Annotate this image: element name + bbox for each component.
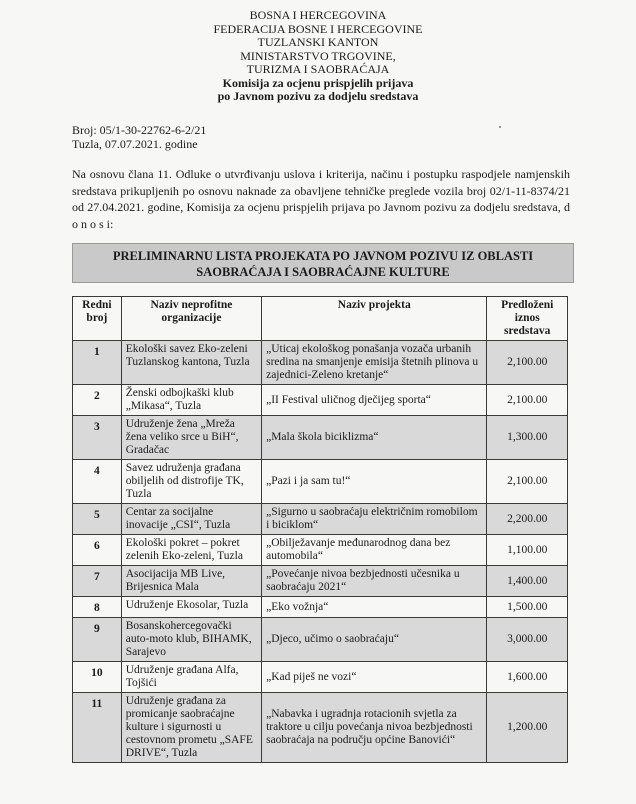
cell-num: 6	[73, 535, 122, 566]
cell-org: Udruženje građana za promicanje saobraćajne kulture i sigurnosti u cestovnom prometu „SAFE DRIVE“, Tuzla	[121, 693, 261, 763]
list-title-banner	[72, 243, 574, 283]
cell-org: Udruženje Ekosolar, Tuzla	[121, 597, 261, 618]
cell-proj: „Eko vožnja“	[262, 597, 487, 618]
table-row	[73, 385, 568, 416]
header-line-4: MINISTARSTVO TRGOVINE,	[240, 48, 396, 63]
intro-paragraph: Na osnovu člana 11. Odluke o utvrđivanju uslova i kriterija, načinu i postupku raspodjele namjenskih sredstava prikupljenih po osnovu naknade za obavljene tehničke preglede vozila broj 02/1-11-8374/21 od 27.04.2021. godine, Komisija za ocjenu prispjelih prijava po Javnom pozivu za dodjelu sredstava, d o n o s i:	[72, 167, 570, 231]
document-header	[0, 9, 636, 104]
cell-org: Ženski odbojkaški klub „Mikasa“, Tuzla	[121, 385, 261, 416]
table-row	[73, 416, 568, 460]
cell-amt: 2,100.00	[487, 460, 568, 504]
header-line-1: BOSNA I HERCEGOVINA	[249, 8, 387, 22]
cell-proj: „Sigurno u saobraćaju električnim romobilom i biciklom“	[262, 504, 487, 535]
cell-org: Ekološki savez Eko-zeleni Tuzlanskog kantona, Tuzla	[121, 341, 261, 385]
cell-proj: „Obilježavanje međunarodnog dana bez automobila“	[262, 535, 487, 566]
cell-amt: 2,200.00	[487, 504, 568, 535]
cell-proj: „Povećanje nivoa bezbjednosti učesnika u saobraćaju 2021“	[262, 566, 487, 597]
banner-line-2: SAOBRAĆAJA I SAOBRAĆAJNE KULTURE	[196, 265, 450, 279]
cell-org: Udruženje građana Alfa, Tojšići	[121, 662, 261, 693]
cell-proj: „II Festival uličnog dječijeg sporta“	[262, 385, 487, 416]
cell-proj: „Pazi i ja sam tu!“	[262, 460, 487, 504]
cell-org: Ekološki pokret – pokret zelenih Eko-zeleni, Tuzla	[121, 535, 261, 566]
header-num: Redni broj	[73, 297, 122, 341]
cell-num: 8	[73, 597, 122, 618]
cell-proj: „Djeco, učimo o saobraćaju“	[262, 618, 487, 662]
header-amt: Predloženi iznos sredstava	[487, 297, 568, 341]
table-row	[73, 535, 568, 566]
cell-num: 11	[73, 693, 122, 763]
cell-amt: 1,200.00	[487, 693, 568, 763]
cell-org: Udruženje žena „Mreža žena veliko srce u BiH“, Gradačac	[121, 416, 261, 460]
cell-num: 2	[73, 385, 122, 416]
reference-place-date: Tuzla, 07.07.2021. godine	[72, 137, 198, 151]
cell-org: Centar za socijalne inovacije „CSI“, Tuzla	[121, 504, 261, 535]
cell-amt: 2,100.00	[487, 341, 568, 385]
cell-num: 4	[73, 460, 122, 504]
cell-amt: 2,100.00	[487, 385, 568, 416]
cell-proj: „Nabavka i ugradnja rotacionih svjetla za traktore u cilju povećanja nivoa bezbjednosti saobraćaja na području općine Banovići“	[262, 693, 487, 763]
table-row	[73, 341, 568, 385]
cell-org: Asocijacija MB Live, Brijesnica Mala	[121, 566, 261, 597]
cell-proj: „Mala škola biciklizma“	[262, 416, 487, 460]
cell-amt: 3,000.00	[487, 618, 568, 662]
commission-line-2: po Javnom pozivu za dodjelu sredstava	[217, 89, 419, 103]
table-row	[73, 566, 568, 597]
header-line-2: FEDERACIJA BOSNE I HERCEGOVINE	[213, 21, 423, 36]
commission-line-1: Komisija za ocjenu prispjelih prijava	[222, 75, 414, 90]
reference-number: Broj: 05/1-30-22762-6-2/21	[72, 123, 207, 137]
cell-num: 5	[73, 504, 122, 535]
cell-num: 3	[73, 416, 122, 460]
cell-amt: 1,400.00	[487, 566, 568, 597]
speck-mark	[499, 126, 501, 128]
cell-num: 7	[73, 566, 122, 597]
header-line-5: TURIZMA I SAOBRAĆAJA	[246, 62, 390, 76]
cell-num: 10	[73, 662, 122, 693]
cell-proj: „Uticaj ekološkog ponašanja vozača urbanih sredina na smanjenje emisija štetnih plinova u zajednici-Zeleno kretanje“	[262, 341, 487, 385]
banner-line-1: PRELIMINARNU LISTA PROJEKATA PO JAVNOM POZIVU IZ OBLASTI	[112, 249, 534, 263]
cell-num: 1	[73, 341, 122, 385]
cell-proj: „Kad piješ ne vozi“	[262, 662, 487, 693]
cell-amt: 1,300.00	[487, 416, 568, 460]
cell-amt: 1,600.00	[487, 662, 568, 693]
reference-block	[72, 123, 206, 151]
cell-org: Bosanskohercegovački auto-moto klub, BIHAMK, Sarajevo	[121, 618, 261, 662]
projects-table	[72, 296, 568, 763]
cell-org: Savez udruženja građana obiljelih od distrofije TK, Tuzla	[121, 460, 261, 504]
table-row	[73, 693, 568, 763]
header-org: Naziv neprofitne organizacije	[121, 297, 261, 341]
table-row	[73, 597, 568, 618]
table-row	[73, 662, 568, 693]
table-row	[73, 460, 568, 504]
cell-num: 9	[73, 618, 122, 662]
cell-amt: 1,100.00	[487, 535, 568, 566]
cell-amt: 1,500.00	[487, 597, 568, 618]
table-header-row	[73, 297, 568, 341]
table-row	[73, 504, 568, 535]
header-proj: Naziv projekta	[262, 297, 487, 341]
table-row	[73, 618, 568, 662]
header-line-3: TUZLANSKI KANTON	[257, 35, 379, 49]
